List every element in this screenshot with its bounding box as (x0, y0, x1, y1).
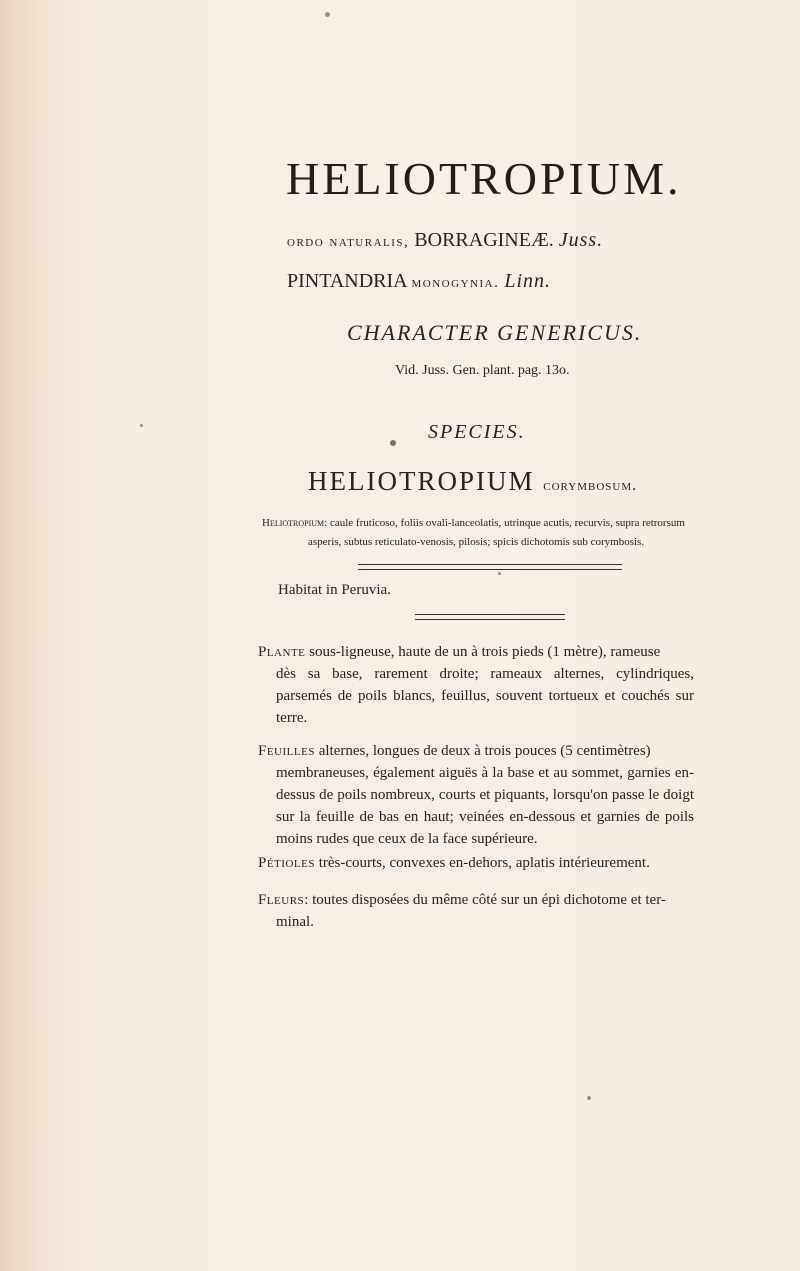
foxing-spot (140, 424, 143, 427)
description-first: : toutes disposées du même côté sur un épi dichotome et ter- (304, 892, 666, 908)
description-paragraph (258, 852, 694, 874)
class-value: PINTANDRIA (287, 270, 407, 292)
description-paragraph (258, 889, 694, 933)
description-first: alternes, longues de deux à trois pouces (5 centimètres) (314, 743, 651, 759)
description-paragraph (258, 641, 694, 729)
description-rest: membraneuses, également aiguës à la base et au sommet, garnies en-dessus de poils nombreux, courts et piquants, lorsqu'on passe le doigt sur la feuille de bas en haut; veinées en-dessous et garnies de poils moins rudes que ceux de la face supérieure. (276, 765, 694, 847)
description-rest: dès sa base, rarement droite; rameaux alternes, cylindriques, parsemés de poils blancs, feuillus, souvent tortueux et couchés sur terre. (276, 666, 694, 726)
description-first: très-courts, convexes en-dehors, aplatis intérieurement. (314, 855, 650, 871)
description-lead: Pétioles (258, 855, 315, 871)
class-label: monogynia. (411, 275, 500, 291)
habitat-text: Habitat in Peruvia. (278, 582, 391, 598)
genus-title: HELIOTROPIUM. (286, 153, 682, 204)
description-first: sous-ligneuse, haute de un à trois pieds (1 mètre), rameuse (305, 644, 661, 660)
class-author: Linn. (504, 270, 552, 292)
diagnosis-line1: : caule fruticoso, foliis ovali-lanceolatis, utrinque acutis, recurvis, supra retrorsum (324, 517, 685, 529)
ordo-line (287, 229, 603, 252)
foxing-spot (390, 440, 396, 446)
foxing-spot (325, 12, 330, 17)
description-paragraph (258, 740, 694, 850)
species-name-small: corymbosum. (543, 477, 638, 494)
diagnosis-lead: Heliotropium (262, 517, 325, 529)
species-diagnosis (262, 514, 702, 552)
diagnosis-line2: asperis, subtus reticulato-venosis, pilosis; spicis dichotomis sub corymbosis. (308, 536, 645, 548)
species-heading: SPECIES. (428, 421, 526, 443)
divider-rule (358, 564, 622, 570)
ordo-author: Juss. (558, 229, 604, 251)
foxing-spot (498, 572, 501, 575)
description-lead: Plante (258, 644, 306, 660)
ordo-value: BORRAGINEÆ. (414, 229, 554, 251)
ordo-label: ordo naturalis, (287, 234, 410, 250)
species-name (308, 466, 637, 497)
description-lead: Fleurs (258, 892, 305, 908)
class-line (287, 270, 551, 293)
species-name-large: HELIOTROPIUM (308, 466, 535, 496)
character-reference: Vid. Juss. Gen. plant. pag. 13o. (395, 363, 570, 378)
description-rest: minal. (276, 914, 314, 930)
description-lead: Feuilles (258, 743, 315, 759)
divider-rule-short (415, 614, 565, 620)
foxing-spot (587, 1096, 591, 1100)
character-heading: CHARACTER GENERICUS. (347, 320, 643, 345)
